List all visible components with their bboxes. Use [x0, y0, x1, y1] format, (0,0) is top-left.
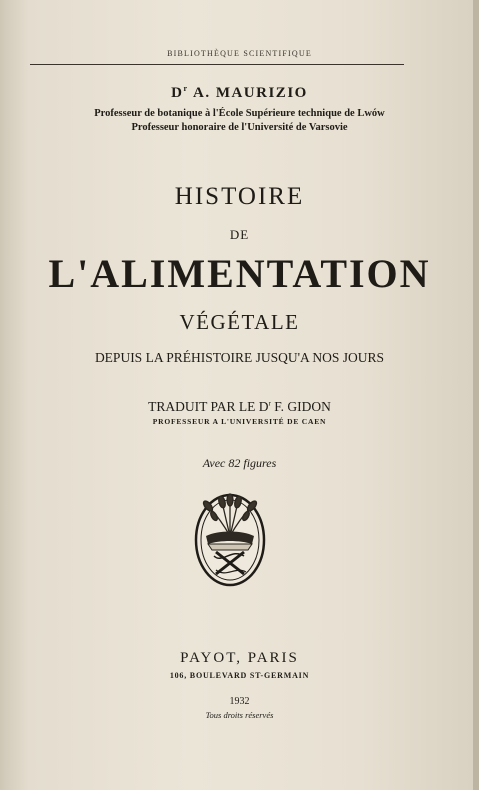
publisher-name: PAYOT, PARIS: [180, 650, 299, 666]
author-name: [0, 84, 479, 102]
author-title: D: [171, 85, 184, 101]
subtitle: DEPUIS LA PRÉHISTOIRE JUSQU'A NOS JOURS: [94, 350, 385, 365]
publisher-emblem-icon: [192, 492, 268, 588]
author-title-sup: r: [183, 84, 189, 93]
translator-position: PROFESSEUR A L'UNIVERSITÉ DE CAEN: [152, 417, 327, 426]
rights-notice: Tous droits réservés: [205, 710, 274, 720]
translator-name: F. GIDON: [270, 399, 331, 414]
page-edge: [473, 0, 479, 790]
translator-sup: r: [268, 399, 271, 408]
publication-year: 1932: [229, 696, 250, 707]
author-affiliation-2: Professeur honoraire de l'Université de Varsovie: [131, 122, 348, 133]
title-line-4: VÉGÉTALE: [179, 310, 300, 334]
title-line-3: L'ALIMENTATION: [48, 251, 431, 296]
figures-note: Avec 82 figures: [202, 456, 277, 470]
series-heading: BIBLIOTHÈQUE SCIENTIFIQUE: [167, 49, 312, 58]
author-name-text: A. MAURIZIO: [188, 85, 308, 101]
header-rule: [30, 64, 404, 65]
publisher-address: 106, BOULEVARD ST-GERMAIN: [169, 671, 310, 680]
title-line-2: DE: [229, 227, 250, 242]
translator-prefix: TRADUIT PAR LE D: [148, 399, 269, 414]
author-affiliation-1: Professeur de botanique à l'École Supérieure technique de Lwów: [94, 108, 385, 119]
title-line-1: HISTOIRE: [174, 183, 305, 210]
translator-line: [0, 399, 479, 415]
